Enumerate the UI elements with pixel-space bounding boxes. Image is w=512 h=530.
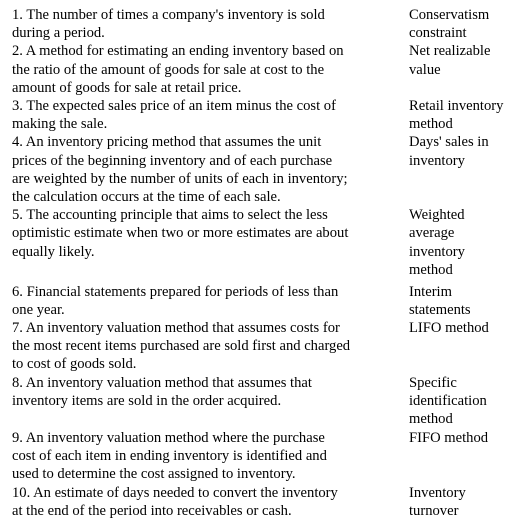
term-4 — [409, 133, 512, 169]
term-line: inventory — [409, 243, 465, 260]
definition-3 — [12, 97, 392, 133]
definition-line: are weighted by the number of units of each in inventory; — [12, 170, 348, 187]
definition-line: during a period. — [12, 25, 105, 42]
definition-line: inventory items are sold in the order acquired. — [12, 392, 282, 409]
term-line: method — [409, 116, 453, 133]
definition-6 — [12, 283, 392, 319]
definition-line: the calculation occurs at the time of each sale. — [12, 188, 281, 205]
definition-5 — [12, 206, 392, 261]
definition-line: optimistic estimate when two or more estimates are about — [12, 225, 349, 242]
definition-line: one year. — [12, 301, 65, 318]
term-line: method — [409, 261, 453, 278]
term-line: Conservatism — [409, 7, 490, 23]
definition-line: equally likely. — [12, 243, 95, 260]
definition-line: 4. An inventory pricing method that assumes the unit — [12, 134, 322, 151]
term-line: identification — [409, 392, 487, 409]
term-line: FIFO method — [409, 430, 489, 446]
term-10 — [409, 484, 512, 520]
term-line: Inventory — [409, 485, 466, 501]
definition-line: 6. Financial statements prepared for periods of less than — [12, 283, 339, 300]
definition-line: the ratio of the amount of goods for sale at cost to the — [12, 61, 325, 78]
term-9 — [409, 429, 512, 447]
definition-4 — [12, 133, 392, 206]
term-2 — [409, 42, 512, 78]
definition-2 — [12, 42, 392, 97]
term-line: average — [409, 225, 455, 242]
term-line: Net realizable — [409, 43, 491, 60]
definition-line: 1. The number of times a company's inventory is sold — [12, 7, 325, 23]
term-line: method — [409, 410, 453, 427]
definition-line: prices of the beginning inventory and of each purchase — [12, 152, 333, 169]
term-1 — [409, 6, 512, 42]
definition-1 — [12, 6, 392, 42]
definition-7 — [12, 319, 392, 374]
term-8 — [409, 374, 512, 429]
definition-line: used to determine the cost assigned to inventory. — [12, 466, 296, 483]
term-line: Days' sales in — [409, 134, 489, 151]
term-line: LIFO method — [409, 320, 489, 336]
term-line: Specific — [409, 374, 457, 391]
term-line: value — [409, 61, 441, 78]
definition-line: 2. A method for estimating an ending inventory based on — [12, 43, 344, 60]
term-line: statements — [409, 301, 471, 318]
term-line: inventory — [409, 152, 465, 169]
definition-8 — [12, 374, 392, 410]
definition-line: 9. An inventory valuation method where the purchase — [12, 430, 325, 446]
definition-line: cost of each item in ending inventory is identified and — [12, 448, 327, 465]
definition-line: 5. The accounting principle that aims to select the less — [12, 207, 328, 224]
definition-line: to cost of goods sold. — [12, 356, 137, 373]
term-line: turnover — [409, 503, 459, 520]
definition-line: the most recent items purchased are sold first and charged — [12, 338, 351, 355]
definition-line: at the end of the period into receivables or cash. — [12, 503, 292, 520]
term-7 — [409, 319, 512, 337]
definition-line: making the sale. — [12, 116, 108, 133]
definition-line: 10. An estimate of days needed to convert the inventory — [12, 485, 338, 501]
definition-9 — [12, 429, 392, 484]
term-6 — [409, 283, 512, 319]
term-5 — [409, 206, 512, 279]
term-3 — [409, 97, 512, 133]
definition-10 — [12, 484, 392, 520]
term-line: Weighted — [409, 207, 465, 224]
term-line: Interim — [409, 283, 452, 300]
term-line: constraint — [409, 25, 467, 42]
definition-line: 7. An inventory valuation method that assumes costs for — [12, 320, 340, 336]
definition-line: amount of goods for sale at retail price. — [12, 79, 242, 96]
definition-line: 3. The expected sales price of an item minus the cost of — [12, 98, 336, 114]
definition-line: 8. An inventory valuation method that assumes that — [12, 374, 312, 391]
term-line: Retail inventory — [409, 98, 504, 114]
